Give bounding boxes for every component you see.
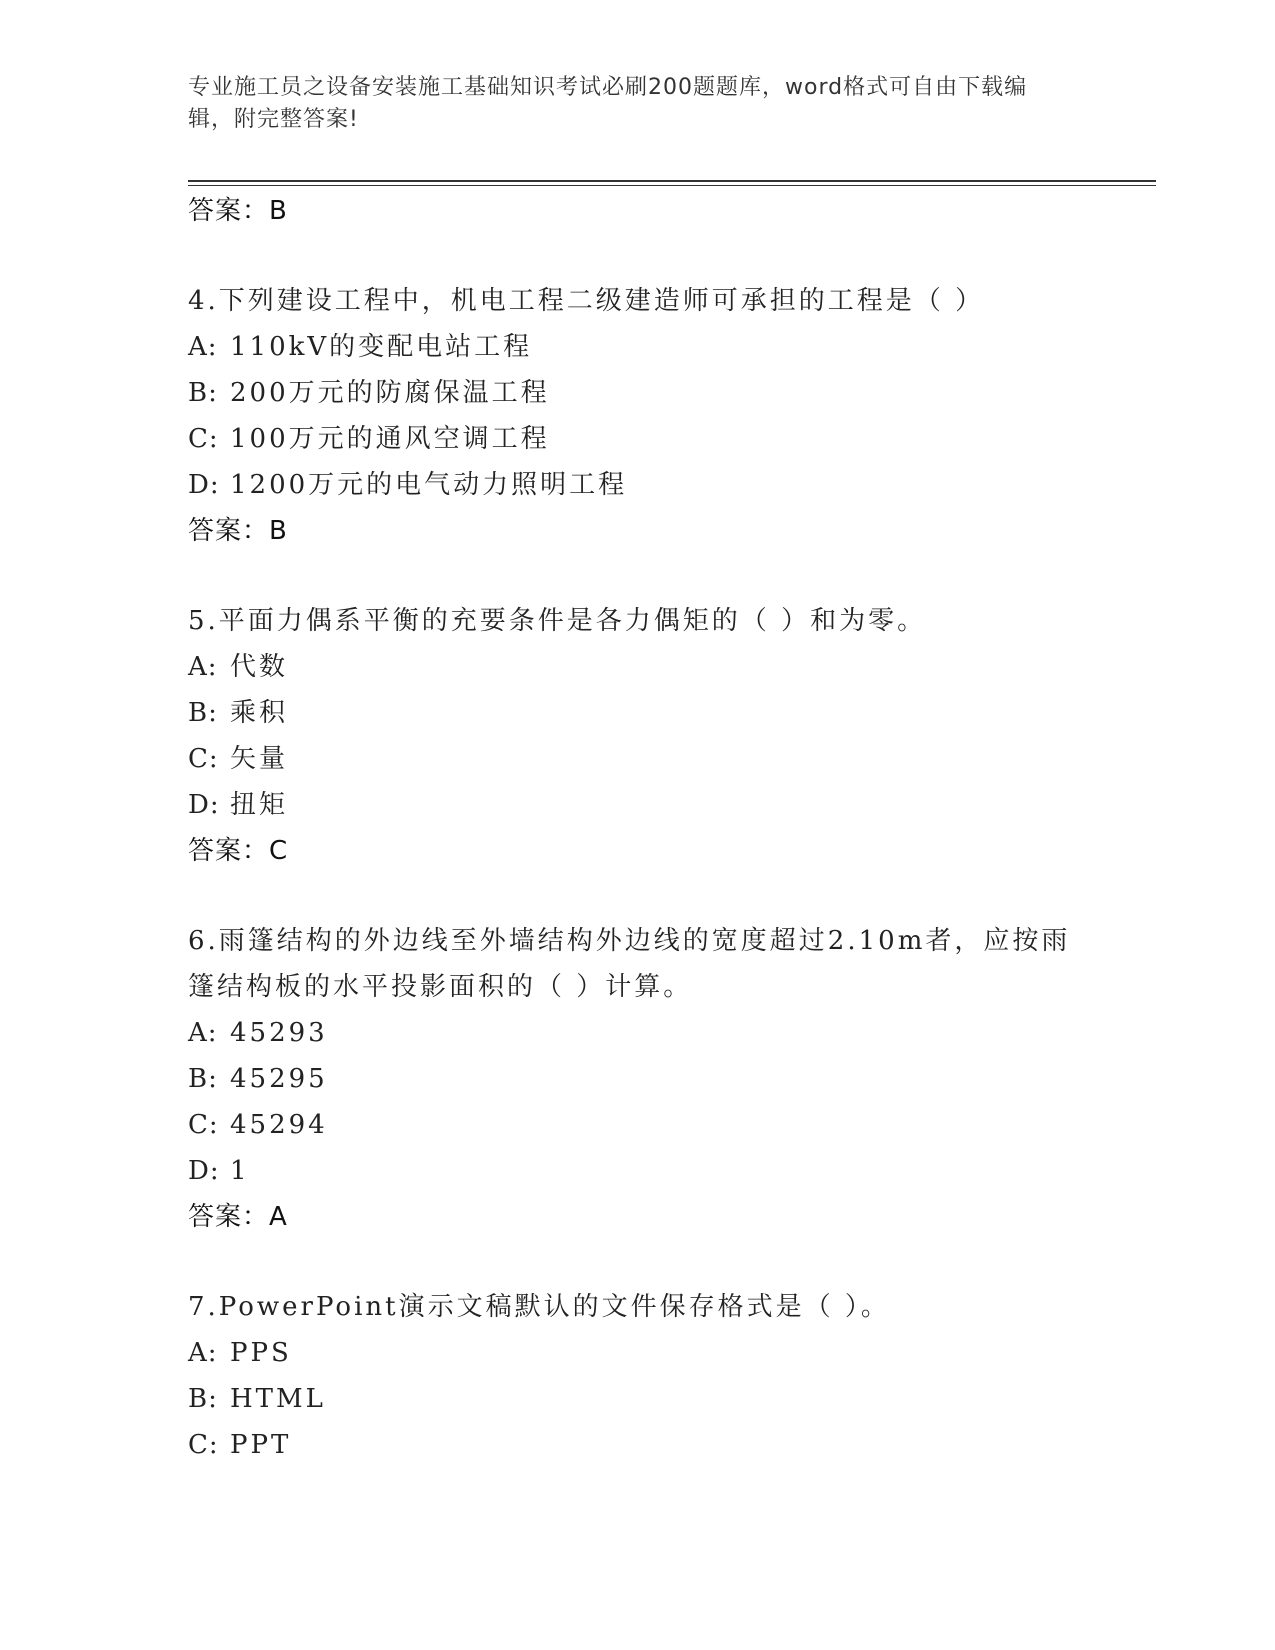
option-letter: A: <box>188 1018 218 1048</box>
question-5 <box>188 598 1088 874</box>
option-b <box>188 690 1088 736</box>
option-text: 110kV的变配电站工程 <box>230 332 533 362</box>
question-stem: 5.平面力偶系平衡的充要条件是各力偶矩的（ ）和为零。 <box>188 606 927 636</box>
option-letter: A: <box>188 652 218 682</box>
option-d <box>188 1148 1088 1194</box>
option-letter: B: <box>188 378 218 408</box>
option-text: 矢量 <box>230 744 289 774</box>
option-text: PPT <box>230 1430 292 1460</box>
option-a <box>188 644 1088 690</box>
option-c <box>188 1102 1088 1148</box>
question-stem: 7.PowerPoint演示文稿默认的文件保存格式是（ ）。 <box>188 1292 890 1322</box>
option-text: 扭矩 <box>230 790 289 820</box>
option-d <box>188 462 1088 508</box>
question-stem: 6.雨篷结构的外边线至外墙结构外边线的宽度超过2.10m者，应按雨篷结构板的水平投影面积的（ ）计算。 <box>188 926 1071 1002</box>
option-letter: B: <box>188 1384 218 1414</box>
option-letter: A: <box>188 332 218 362</box>
option-text: 45293 <box>230 1018 328 1048</box>
answer-line: 答案：C <box>188 836 289 866</box>
answer-line: 答案：B <box>188 516 288 546</box>
option-b <box>188 370 1088 416</box>
option-letter: D: <box>188 1156 220 1186</box>
answer-line: 答案：A <box>188 1202 288 1232</box>
document-header: 专业施工员之设备安装施工基础知识考试必刷200题题库，word格式可自由下载编辑，附完整答案! <box>188 75 1028 132</box>
option-b <box>188 1376 1088 1422</box>
option-text: 45294 <box>230 1110 328 1140</box>
option-text: 1200万元的电气动力照明工程 <box>230 470 628 500</box>
option-letter: B: <box>188 698 218 728</box>
question-6 <box>188 918 1088 1240</box>
option-letter: B: <box>188 1064 218 1094</box>
option-text: 乘积 <box>230 698 289 728</box>
header-divider <box>188 180 1156 186</box>
option-d <box>188 782 1088 828</box>
option-a <box>188 1330 1088 1376</box>
answer-line: 答案：B <box>188 196 288 226</box>
question-7 <box>188 1284 1088 1468</box>
document-content <box>188 188 1088 1468</box>
option-letter: C: <box>188 424 219 454</box>
option-c <box>188 736 1088 782</box>
question-4 <box>188 278 1088 554</box>
option-letter: C: <box>188 744 219 774</box>
option-c <box>188 416 1088 462</box>
option-letter: A: <box>188 1338 218 1368</box>
option-text: HTML <box>230 1384 326 1414</box>
option-letter: C: <box>188 1110 219 1140</box>
option-b <box>188 1056 1088 1102</box>
option-text: 1 <box>230 1156 250 1186</box>
option-text: 45295 <box>230 1064 328 1094</box>
option-text: 代数 <box>230 652 289 682</box>
option-text: PPS <box>230 1338 292 1368</box>
option-a <box>188 1010 1088 1056</box>
question-stem: 4.下列建设工程中，机电工程二级建造师可承担的工程是（ ） <box>188 286 985 316</box>
option-a <box>188 324 1088 370</box>
option-text: 200万元的防腐保温工程 <box>230 378 550 408</box>
option-text: 100万元的通风空调工程 <box>230 424 550 454</box>
option-letter: D: <box>188 470 220 500</box>
option-c <box>188 1422 1088 1468</box>
option-letter: D: <box>188 790 220 820</box>
option-letter: C: <box>188 1430 219 1460</box>
